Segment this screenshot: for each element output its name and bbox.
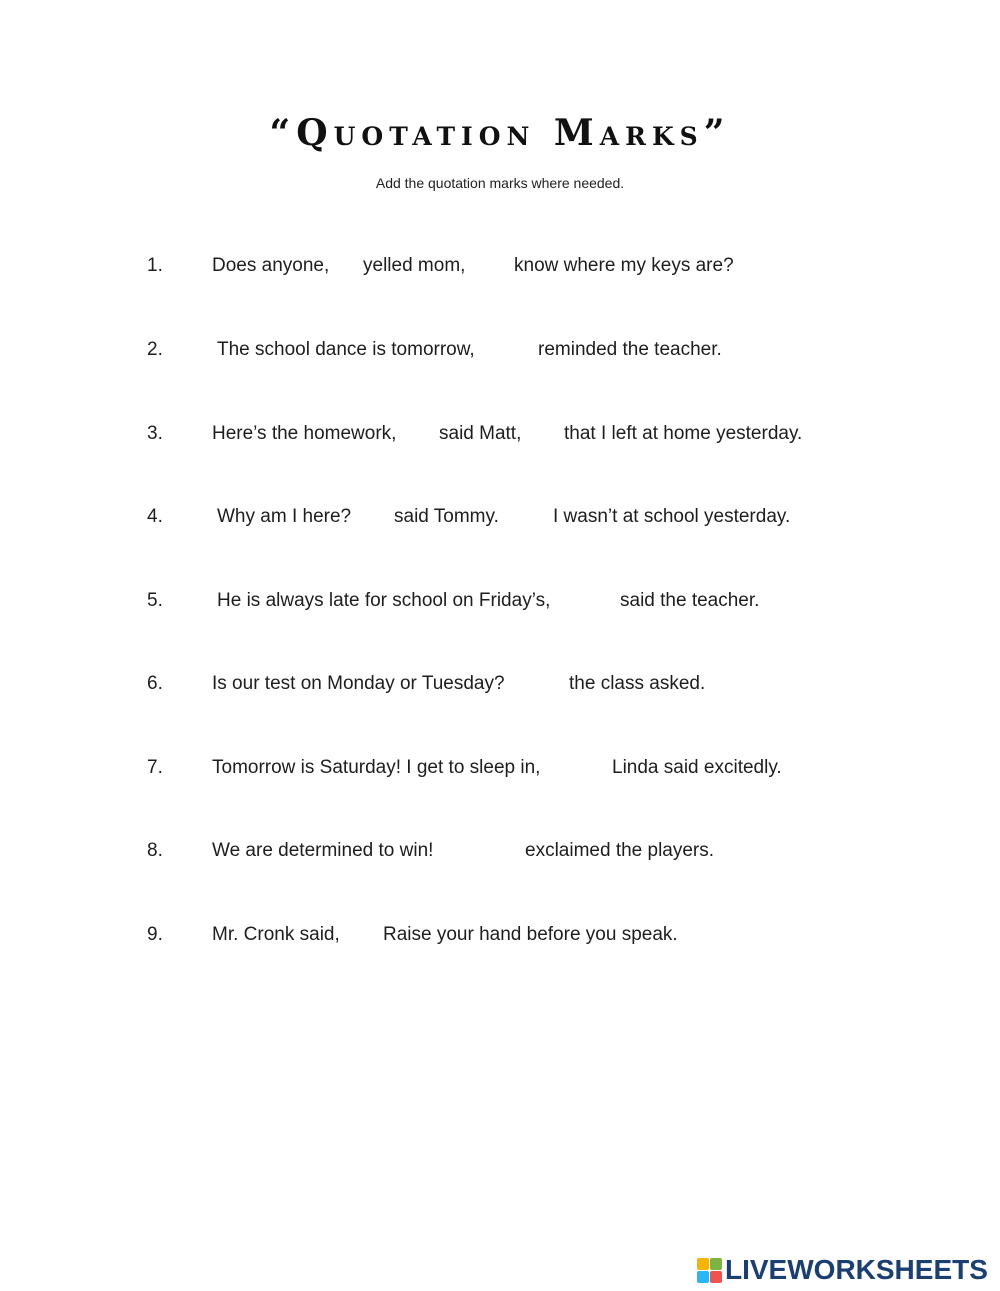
question-item [0,920,1000,950]
sentence-segment: The school dance is tomorrow, [217,339,475,360]
question-number: 2. [147,339,163,360]
logo-block [697,1258,709,1270]
logo-block [710,1258,722,1270]
question-item [0,502,1000,532]
sentence-segment: Why am I here? [217,506,352,527]
sentence-segment: We are determined to win! [212,840,434,861]
sentence-segment: said the teacher. [620,590,760,611]
sentence-segment: know where my keys are? [514,255,734,276]
sentence-segment: yelled mom, [363,255,466,276]
logo-blocks-icon [697,1258,722,1283]
question-number: 4. [147,506,163,527]
sentence-segment: Tomorrow is Saturday! I get to sleep in, [212,757,541,778]
question-number: 7. [147,757,163,778]
question-item [0,836,1000,866]
sentence-segment: Linda said excitedly. [612,757,782,778]
question-number: 9. [147,924,163,945]
instructions: Add the quotation marks where needed. [375,175,625,191]
sentence-segment: Mr. Cronk said, [212,924,340,945]
sentence-segment: exclaimed the players. [525,840,715,861]
sentence-segment: Here’s the homework, [212,423,397,444]
question-number: 8. [147,840,163,861]
question-number: 3. [147,423,163,444]
sentence-segment: said Tommy. [394,506,499,527]
sentence-segment: said Matt, [439,423,522,444]
sentence-segment: reminded the teacher. [538,339,722,360]
question-number: 1. [147,255,163,276]
logo-text: LIVEWORKSHEETS [725,1254,988,1285]
question-item [0,419,1000,449]
question-item [0,586,1000,616]
sentence-segment: He is always late for school on Friday’s, [217,590,551,611]
question-item [0,335,1000,365]
question-item [0,669,1000,699]
liveworksheets-logo [697,1253,988,1287]
sentence-segment: Is our test on Monday or Tuesday? [212,673,505,694]
page-title: “Quotation Marks” [269,112,731,154]
logo-block [697,1271,709,1283]
sentence-segment: Does anyone, [212,255,330,276]
sentence-segment: Raise your hand before you speak. [383,924,678,945]
question-number: 5. [147,590,163,611]
question-item [0,251,1000,281]
sentence-segment: that I left at home yesterday. [564,423,803,444]
question-item [0,753,1000,783]
sentence-segment: I wasn’t at school yesterday. [553,506,791,527]
logo-block [710,1271,722,1283]
sentence-segment: the class asked. [569,673,706,694]
question-number: 6. [147,673,163,694]
